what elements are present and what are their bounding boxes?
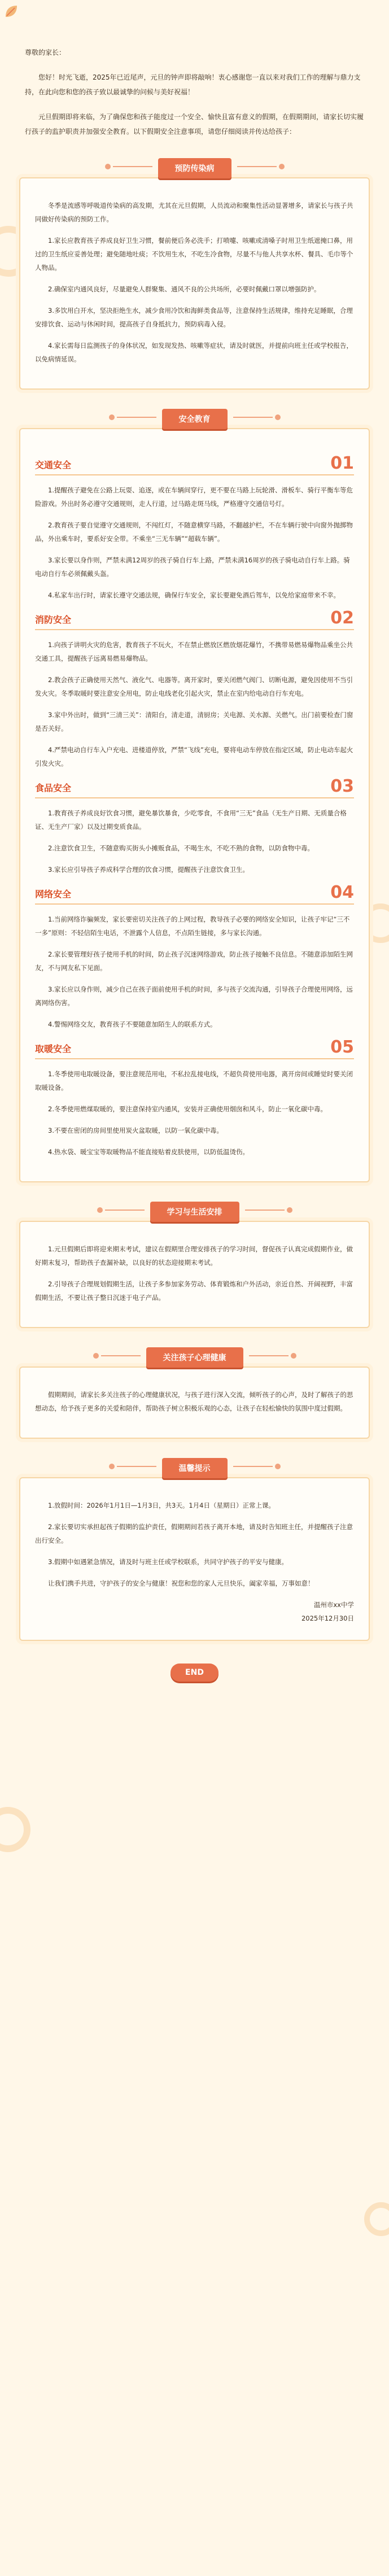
paragraph: 2.确保室内通风良好，尽量避免人群聚集、通风不良的公共场所，必要时佩戴口罩以增强防护。 (48, 285, 321, 293)
subsection-title: 交通安全 (35, 460, 72, 470)
paragraph: 3.家长应引导孩子养成科学合理的饮食习惯，提醒孩子注意饮食卫生。 (48, 866, 249, 874)
paragraph: 4.警惕网络交友，教育孩子不要随意加陌生人的联系方式。 (48, 1020, 217, 1028)
paragraph: 1.提醒孩子避免在公路上玩耍、追逐，或在车辆间穿行，更不要在马路上玩轮滑、滑板车、骑行平衡车等危险游戏。外出时务必遵守交通规则，走人行道，过马路走斑马线，严格遵守交通信号灯。 (35, 486, 353, 508)
subsection-header (35, 1039, 354, 1059)
section-disease-prevention (19, 152, 370, 390)
paragraph: 2.家长要管理好孩子使用手机的时间，防止孩子沉迷网络游戏，防止孩子接触不良信息。不随意添加陌生网友，不与网友私下见面。 (35, 950, 353, 972)
section-card (19, 1366, 370, 1439)
paragraph: 4.热水袋、暖宝宝等取暖物品不能直接贴着皮肤使用，以防低温烫伤。 (48, 1148, 249, 1156)
subsection-header (35, 610, 354, 630)
subsection-header (35, 778, 354, 798)
section-study-life (19, 1196, 370, 1328)
section-reminders (19, 1452, 370, 1641)
subsection-title: 食品安全 (35, 783, 72, 793)
section-card (19, 1221, 370, 1328)
section-tag: 安全教育 (162, 409, 228, 429)
decor-ring (364, 2202, 389, 2236)
paragraph: 2.教会孩子正确使用天然气、液化气、电器等。离开家时，要关闭燃气阀门、切断电源，避免因使用不当引发火灾。冬季取暖时要注意安全用电，防止电线老化引起火灾，禁止在室内给电动自行车充电。 (35, 676, 353, 697)
subsection-number: 01 (330, 453, 354, 473)
paragraph: 1.当前网络诈骗频发，家长要密切关注孩子的上网过程，教导孩子必要的网络安全知识，让孩子牢记“三不一多”原则：不轻信陌生电话，不泄露个人信息，不点陌生链接，多与家长沟通。 (35, 915, 350, 937)
paragraph: 2.教育孩子要自觉遵守交通规则，不闯红灯，不随意横穿马路，不翻越护栏，不在车辆行驶中向窗外抛掷物品，外出乘车时，要系好安全带。不乘坐“三无车辆”“超载车辆”。 (35, 521, 353, 543)
decor-ring (0, 1807, 30, 1852)
end-marker (0, 1664, 389, 1682)
section-card (19, 428, 370, 1182)
subsection-title: 消防安全 (35, 614, 72, 625)
subsection-header (35, 884, 354, 905)
subsection-title: 取暖安全 (35, 1044, 72, 1054)
subsection-header (35, 455, 354, 475)
date: 2025年12月30日 (301, 1614, 354, 1622)
subsection-title: 网络安全 (35, 889, 72, 900)
paragraph: 1.教育孩子养成良好饮食习惯，避免暴饮暴食，少吃零食，不食用“三无”食品（无生产日期、无质量合格证、无生产厂家）以及过期变质食品。 (35, 809, 347, 831)
paragraph: 2.注意饮食卫生，不随意购买街头小摊贩食品，不喝生水，不吃不熟的食物，以防食物中毒。 (48, 844, 314, 852)
top-banner (0, 0, 389, 23)
subsection-number: 05 (330, 1037, 354, 1057)
salutation: 尊敬的家长： (25, 49, 66, 56)
intro-paragraph: 您好！时光飞逝，2025年已近尾声，元旦的钟声即将敲响！衷心感谢您一直以来对我们工作的理解与鼎力支持，在此向您和您的孩子致以最诚挚的问候与美好祝福！ (25, 73, 361, 96)
paragraph: 4.家长需每日监测孩子的身体状况，如发现发热、咳嗽等症状，请及时就医，并提前向班主任或学校报告，以免病情延误。 (35, 342, 353, 363)
paragraph: 假期期间，请家长多关注孩子的心理健康状况，与孩子进行深入交流，倾听孩子的心声，及时了解孩子的思想动态，给予孩子更多的关爱和陪伴，帮助孩子树立积极乐观的心态，让孩子在轻松愉快的氛围中度过假期。 (35, 1391, 353, 1412)
paragraph: 2.家长要切实承担起孩子假期的监护责任，假期期间若孩子离开本地，请及时告知班主任，并提醒孩子注意出行安全。 (35, 1523, 353, 1544)
paragraph: 2.引导孩子合理规划假期生活，让孩子多参加家务劳动、体育锻炼和户外活动，亲近自然、开阔视野，丰富假期生活，不要让孩子整日沉迷于电子产品。 (35, 1280, 353, 1302)
section-card (19, 177, 370, 390)
paragraph: 3.家长应以身作则，减少自己在孩子面前使用手机的时间，多与孩子交流沟通，引导孩子合理使用网络，远离网络伤害。 (35, 985, 353, 1007)
subsection-number: 03 (330, 776, 354, 796)
subsection-number: 04 (330, 883, 354, 902)
section-tag: 关注孩子心理健康 (146, 1347, 243, 1368)
section-card (19, 1477, 370, 1641)
leaf-icon (3, 3, 19, 19)
section-mental-health (19, 1342, 370, 1439)
paragraph: 1.元旦假期后即将迎来期末考试，建议在假期里合理安排孩子的学习时间，督促孩子认真完成假期作业，做好期末复习，帮助孩子查漏补缺，以良好的状态迎接期末考试。 (35, 1245, 353, 1267)
paragraph: 3.不要在密闭的房间里使用炭火盆取暖，以防一氧化碳中毒。 (48, 1127, 223, 1134)
intro-paragraph: 元旦假期即将来临，为了确保您和孩子能度过一个安全、愉快且富有意义的假期，在假期期间，请家长切实履行孩子的监护职责并加强安全教育。以下假期安全注意事项，请您仔细阅读并传达给孩子： (25, 113, 364, 136)
end-label: END (171, 1664, 218, 1682)
signature-block (35, 1598, 354, 1625)
paragraph: 3.假期中如遇紧急情况，请及时与班主任或学校联系，共同守护孩子的平安与健康。 (48, 1558, 288, 1566)
closing-paragraph: 让我们携手共进，守护孩子的安全与健康！祝您和您的家人元旦快乐，阖家幸福，万事如意！ (48, 1579, 314, 1587)
paragraph: 3.家中外出时，做到“三清三关”：清阳台，清走道，清厨房；关电源、关水源、关燃气。出门前要检查门窗是否关好。 (35, 711, 353, 732)
intro (0, 23, 389, 139)
subsection-number: 02 (330, 608, 354, 628)
paragraph: 4.私家车出行时，请家长遵守交通法规，确保行车安全，家长要避免酒后驾车，以免给家庭带来不幸。 (48, 591, 340, 599)
section-tag: 温馨提示 (162, 1458, 228, 1478)
paragraph: 1.家长应教育孩子养成良好卫生习惯，餐前便后务必洗手；打喷嚏、咳嗽或清嗓子时用卫生纸遮掩口鼻，用过的卫生纸应妥善处理；避免随地吐痰；不饮用生水，不吃生冷食物，尽量不与他人共享水杯、餐具、毛巾等个人物品。 (35, 237, 353, 272)
paragraph: 1.冬季使用电取暖设备，要注意规范用电，不私拉乱接电线，不超负荷使用电器，离开房间或睡觉时要关闭取暖设备。 (35, 1070, 353, 1091)
section-tag: 学习与生活安排 (150, 1202, 239, 1222)
section-safety-education (19, 403, 370, 1182)
paragraph: 1.向孩子讲明火灾的危害，教育孩子不玩火，不在禁止燃放区燃放烟花爆竹，不携带易燃易爆物品乘坐公共交通工具，提醒孩子远离易燃易爆物品。 (35, 641, 353, 662)
paragraph: 1.放假时间：2026年1月1日—1月3日，共3天。1月4日（星期日）正常上课。 (48, 1501, 275, 1509)
section-tag: 预防传染病 (158, 158, 231, 178)
paragraph: 3.多饮用白开水，坚决拒绝生水，减少食用冷饮和海鲜类食品等，注意保持生活规律，维持充足睡眠，合理安排饮食、运动与休闲时间，提高孩子自身抵抗力，预防病毒入侵。 (35, 307, 353, 328)
paragraph: 4.严禁电动自行车入户充电、进楼道停放，严禁“飞线”充电，要将电动车停放在指定区域，防止电动车起火引发火灾。 (35, 746, 353, 767)
paragraph: 冬季是流感等呼吸道传染病的高发期，尤其在元旦假期，人员流动和聚集性活动显著增多，请家长与孩子共同做好传染病的预防工作。 (35, 202, 353, 223)
signature: 温州市xx中学 (313, 1601, 354, 1609)
paragraph: 2.冬季使用燃煤取暖的，要注意保持室内通风，安装并正确使用烟囱和风斗，防止一氧化碳中毒。 (48, 1105, 327, 1113)
paragraph: 3.家长要以身作则，严禁未满12周岁的孩子骑自行车上路，严禁未满16周岁的孩子骑电动自行车上路。骑电动自行车必须佩戴头盔。 (35, 556, 350, 578)
